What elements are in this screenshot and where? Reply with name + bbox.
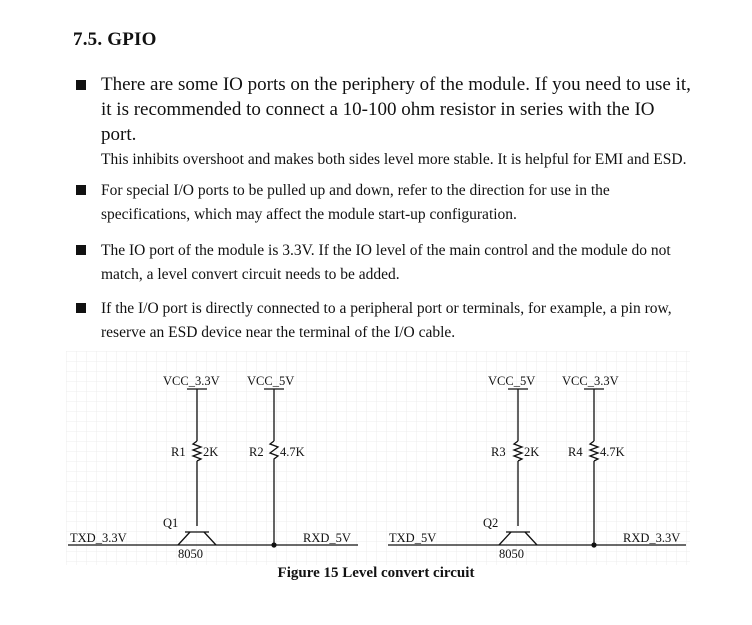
bullet-item-esd-device <box>73 297 693 345</box>
label-r3: R3 <box>491 445 506 459</box>
label-r1-value: 2K <box>203 445 219 459</box>
bullet-square-icon <box>76 80 86 90</box>
label-r2-value: 4.7K <box>280 445 305 459</box>
label-vcc-5v-right: VCC_5V <box>488 374 536 388</box>
bullet-item-io-resistor <box>73 72 693 172</box>
label-vcc-3v3-left: VCC_3.3V <box>163 374 220 388</box>
bullet-lead-text: There are some IO ports on the periphery of the module. If you need to use it, it is recommended to connect a 10-100 ohm resistor in series with the IO port. <box>101 74 691 145</box>
bullet-square-icon <box>76 185 86 195</box>
label-txd-3v3: TXD_3.3V <box>70 531 127 545</box>
bullet-square-icon <box>76 303 86 313</box>
junction-dot <box>591 542 596 547</box>
level-convert-schematic <box>66 351 690 565</box>
label-q1-part: 8050 <box>178 547 203 561</box>
section-heading: 7.5. GPIO <box>73 29 157 50</box>
figure-caption: Figure 15 Level convert circuit <box>277 565 475 581</box>
label-rxd-5v: RXD_5V <box>303 531 351 545</box>
label-r2: R2 <box>249 445 264 459</box>
bullet-text: If the I/O port is directly connected to a peripheral port or terminals, for example, a pin row, reserve an ESD device near the terminal of the I/O cable. <box>101 300 672 341</box>
junction-dot <box>271 542 276 547</box>
label-r3-value: 2K <box>524 445 540 459</box>
label-txd-5v: TXD_5V <box>389 531 437 545</box>
bullet-text: The IO port of the module is 3.3V. If the IO level of the main control and the module do not match, a level convert circuit needs to be added. <box>101 242 671 283</box>
bullet-text: For special I/O ports to be pulled up and down, refer to the direction for use in the specifications, which may affect the module start-up configuration. <box>101 182 610 223</box>
label-vcc-3v3-right: VCC_3.3V <box>562 374 619 388</box>
label-q2: Q2 <box>483 516 499 530</box>
label-r4: R4 <box>568 445 583 459</box>
label-q2-part: 8050 <box>499 547 524 561</box>
label-vcc-5v-left: VCC_5V <box>247 374 295 388</box>
bullet-square-icon <box>76 245 86 255</box>
bullet-text: This inhibits overshoot and makes both sides level more stable. It is helpful for EMI and ESD. <box>101 151 687 168</box>
level-convert-figure <box>66 351 690 565</box>
bullet-item-level-convert <box>73 239 693 287</box>
bullet-item-pull-up-down <box>73 179 693 227</box>
label-r1: R1 <box>171 445 186 459</box>
label-r4-value: 4.7K <box>600 445 625 459</box>
label-q1: Q1 <box>163 516 179 530</box>
label-rxd-3v3: RXD_3.3V <box>623 531 681 545</box>
